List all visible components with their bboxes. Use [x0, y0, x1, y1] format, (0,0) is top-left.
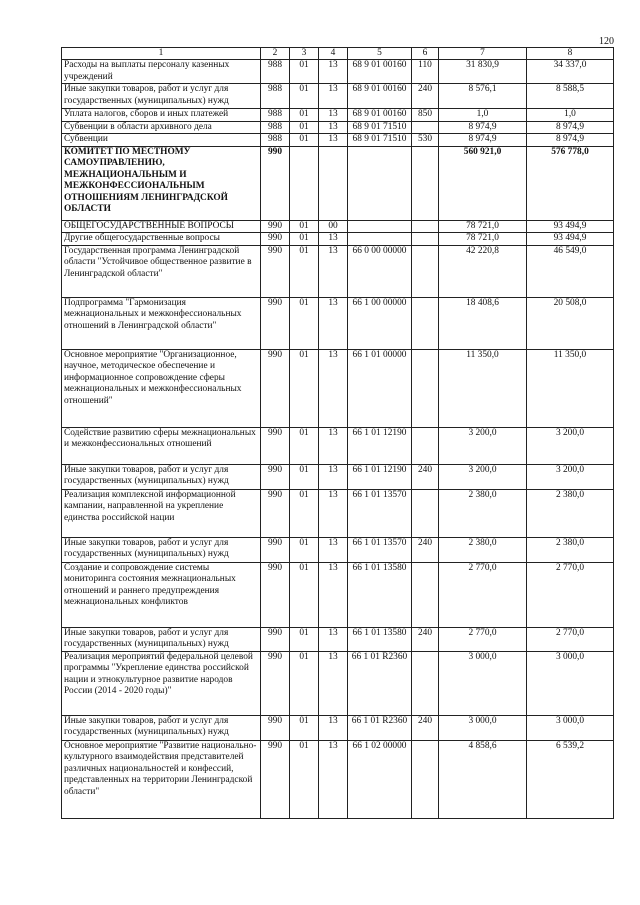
gov-code-cell: 990 [261, 297, 290, 349]
gov-code-cell: 990 [261, 245, 290, 297]
row-name-cell: Иные закупки товаров, работ и услуг для государственных (муниципальных) нужд [62, 715, 261, 740]
subsection-cell: 13 [319, 109, 348, 122]
amount-year1-cell: 3 200,0 [439, 427, 527, 464]
expense-type-cell [412, 297, 439, 349]
amount-year1-cell: 2 380,0 [439, 537, 527, 562]
amount-year1-cell: 8 974,9 [439, 121, 527, 134]
table-row [62, 245, 614, 297]
amount-year1-cell: 18 408,6 [439, 297, 527, 349]
subsection-cell: 13 [319, 245, 348, 297]
target-article-cell: 66 0 00 00000 [348, 245, 412, 297]
amount-year1-cell: 560 921,0 [439, 146, 527, 220]
target-article-cell: 66 1 01 R2360 [348, 715, 412, 740]
row-name-cell: Субвенции [62, 134, 261, 147]
target-article-cell [348, 220, 412, 233]
amount-year1-cell: 1,0 [439, 109, 527, 122]
gov-code-cell: 988 [261, 121, 290, 134]
subsection-cell: 13 [319, 84, 348, 109]
row-name-cell: Иные закупки товаров, работ и услуг для государственных (муниципальных) нужд [62, 84, 261, 109]
row-name-cell: Основное мероприятие "Развитие национально-культурного взаимодействия представителей различных национальностей и конфессий, представленных на территории Ленинградской области" [62, 740, 261, 818]
amount-year1-cell: 4 858,6 [439, 740, 527, 818]
amount-year1-cell: 3 000,0 [439, 715, 527, 740]
target-article-cell: 66 1 01 12190 [348, 427, 412, 464]
expense-type-cell [412, 651, 439, 715]
amount-year1-cell: 2 770,0 [439, 562, 527, 627]
amount-year2-cell: 1,0 [527, 109, 614, 122]
amount-year2-cell: 3 000,0 [527, 651, 614, 715]
amount-year1-cell: 2 380,0 [439, 489, 527, 537]
column-header: 1 [62, 48, 261, 60]
amount-year2-cell: 2 770,0 [527, 627, 614, 651]
row-name-cell: Иные закупки товаров, работ и услуг для государственных (муниципальных) нужд [62, 627, 261, 651]
table-row [62, 349, 614, 427]
gov-code-cell: 988 [261, 60, 290, 84]
table-row [62, 109, 614, 122]
row-name-cell: Уплата налогов, сборов и иных платежей [62, 109, 261, 122]
table-row [62, 489, 614, 537]
subsection-cell: 13 [319, 489, 348, 537]
subsection-cell: 13 [319, 651, 348, 715]
amount-year1-cell: 2 770,0 [439, 627, 527, 651]
subsection-cell: 13 [319, 427, 348, 464]
expense-type-cell [412, 245, 439, 297]
expense-type-cell [412, 562, 439, 627]
table-row [62, 627, 614, 651]
row-name-cell: Субвенции в области архивного дела [62, 121, 261, 134]
gov-code-cell: 990 [261, 233, 290, 246]
expense-type-cell: 240 [412, 84, 439, 109]
amount-year2-cell: 2 380,0 [527, 537, 614, 562]
amount-year2-cell: 20 508,0 [527, 297, 614, 349]
amount-year1-cell: 8 974,9 [439, 134, 527, 147]
subsection-cell: 13 [319, 233, 348, 246]
table-row [62, 134, 614, 147]
expense-type-cell: 240 [412, 537, 439, 562]
gov-code-cell: 988 [261, 109, 290, 122]
row-name-cell: ОБЩЕГОСУДАРСТВЕННЫЕ ВОПРОСЫ [62, 220, 261, 233]
expense-type-cell [412, 740, 439, 818]
row-name-cell: Иные закупки товаров, работ и услуг для государственных (муниципальных) нужд [62, 537, 261, 562]
amount-year2-cell: 34 337,0 [527, 60, 614, 84]
row-name-cell: Реализация комплексной информационной кампании, направленной на укрепление единства российской нации [62, 489, 261, 537]
column-header: 3 [290, 48, 319, 60]
table-row [62, 464, 614, 489]
section-cell: 01 [290, 84, 319, 109]
section-cell: 01 [290, 740, 319, 818]
gov-code-cell: 990 [261, 740, 290, 818]
gov-code-cell: 990 [261, 349, 290, 427]
table-row [62, 427, 614, 464]
gov-code-cell: 988 [261, 84, 290, 109]
gov-code-cell: 990 [261, 220, 290, 233]
column-header: 7 [439, 48, 527, 60]
gov-code-cell: 990 [261, 427, 290, 464]
amount-year1-cell: 42 220,8 [439, 245, 527, 297]
amount-year2-cell: 576 778,0 [527, 146, 614, 220]
section-cell: 01 [290, 715, 319, 740]
expense-type-cell: 240 [412, 464, 439, 489]
table-row [62, 84, 614, 109]
row-name-cell: Создание и сопровождение системы мониторинга состояния межнациональных отношений и раннего предупреждения межнациональных конфликтов [62, 562, 261, 627]
gov-code-cell: 990 [261, 651, 290, 715]
amount-year1-cell: 8 576,1 [439, 84, 527, 109]
section-cell [290, 146, 319, 220]
subsection-cell: 13 [319, 134, 348, 147]
column-header: 5 [348, 48, 412, 60]
row-name-cell: Основное мероприятие "Организационное, научное, методическое обеспечение и информационное сопровождение сферы межнациональных и межконфессиональных отношений" [62, 349, 261, 427]
section-cell: 01 [290, 537, 319, 562]
target-article-cell: 68 9 01 00160 [348, 60, 412, 84]
gov-code-cell: 990 [261, 146, 290, 220]
expense-type-cell: 240 [412, 627, 439, 651]
expense-type-cell [412, 233, 439, 246]
target-article-cell: 66 1 01 12190 [348, 464, 412, 489]
section-cell: 01 [290, 627, 319, 651]
gov-code-cell: 990 [261, 715, 290, 740]
amount-year2-cell: 8 588,5 [527, 84, 614, 109]
target-article-cell: 66 1 01 13570 [348, 537, 412, 562]
subsection-cell: 13 [319, 464, 348, 489]
subsection-cell: 13 [319, 715, 348, 740]
subsection-cell: 13 [319, 349, 348, 427]
gov-code-cell: 988 [261, 134, 290, 147]
table-row [62, 537, 614, 562]
subsection-cell [319, 146, 348, 220]
expense-type-cell [412, 146, 439, 220]
amount-year1-cell: 31 830,9 [439, 60, 527, 84]
amount-year2-cell: 93 494,9 [527, 233, 614, 246]
amount-year1-cell: 78 721,0 [439, 233, 527, 246]
section-cell: 01 [290, 109, 319, 122]
table-row [62, 220, 614, 233]
target-article-cell: 66 1 00 00000 [348, 297, 412, 349]
target-article-cell: 68 9 01 71510 [348, 121, 412, 134]
table-row [62, 60, 614, 84]
target-article-cell: 66 1 02 00000 [348, 740, 412, 818]
target-article-cell: 66 1 01 13580 [348, 627, 412, 651]
section-cell: 01 [290, 464, 319, 489]
section-cell: 01 [290, 562, 319, 627]
page-number: 120 [599, 36, 614, 47]
amount-year1-cell: 78 721,0 [439, 220, 527, 233]
section-cell: 01 [290, 121, 319, 134]
amount-year1-cell: 3 200,0 [439, 464, 527, 489]
column-header: 6 [412, 48, 439, 60]
row-name-cell: КОМИТЕТ ПО МЕСТНОМУ САМОУПРАВЛЕНИЮ, МЕЖНАЦИОНАЛЬНЫМ И МЕЖКОНФЕССИОНАЛЬНЫМ ОТНОШЕНИЯМ ЛЕНИНГРАДСКОЙ ОБЛАСТИ [62, 146, 261, 220]
target-article-cell: 66 1 01 00000 [348, 349, 412, 427]
amount-year2-cell: 2 770,0 [527, 562, 614, 627]
column-header: 8 [527, 48, 614, 60]
section-cell: 01 [290, 297, 319, 349]
subsection-cell: 13 [319, 60, 348, 84]
amount-year2-cell: 2 380,0 [527, 489, 614, 537]
table-body [62, 60, 614, 819]
column-header: 2 [261, 48, 290, 60]
table-row [62, 562, 614, 627]
expense-type-cell: 240 [412, 715, 439, 740]
subsection-cell: 13 [319, 121, 348, 134]
target-article-cell: 66 1 01 R2360 [348, 651, 412, 715]
header-row [62, 48, 614, 60]
expense-type-cell: 530 [412, 134, 439, 147]
table-row [62, 146, 614, 220]
target-article-cell: 66 1 01 13580 [348, 562, 412, 627]
section-cell: 01 [290, 60, 319, 84]
amount-year2-cell: 8 974,9 [527, 134, 614, 147]
expense-type-cell: 110 [412, 60, 439, 84]
column-header: 4 [319, 48, 348, 60]
expense-type-cell [412, 349, 439, 427]
subsection-cell: 00 [319, 220, 348, 233]
expense-type-cell [412, 489, 439, 537]
table-row [62, 121, 614, 134]
expense-type-cell: 850 [412, 109, 439, 122]
gov-code-cell: 990 [261, 537, 290, 562]
amount-year2-cell: 46 549,0 [527, 245, 614, 297]
row-name-cell: Другие общегосударственные вопросы [62, 233, 261, 246]
section-cell: 01 [290, 489, 319, 537]
subsection-cell: 13 [319, 740, 348, 818]
subsection-cell: 13 [319, 627, 348, 651]
budget-table [61, 47, 614, 819]
row-name-cell: Реализация мероприятий федеральной целевой программы "Укрепление единства российской нации и этнокультурное развитие народов России (2014 - 2020 годы)" [62, 651, 261, 715]
subsection-cell: 13 [319, 562, 348, 627]
target-article-cell [348, 146, 412, 220]
table-row [62, 740, 614, 818]
subsection-cell: 13 [319, 537, 348, 562]
table-row [62, 715, 614, 740]
gov-code-cell: 990 [261, 489, 290, 537]
target-article-cell: 66 1 01 13570 [348, 489, 412, 537]
gov-code-cell: 990 [261, 627, 290, 651]
section-cell: 01 [290, 427, 319, 464]
row-name-cell: Содействие развитию сферы межнациональных и межконфессиональных отношений [62, 427, 261, 464]
amount-year2-cell: 93 494,9 [527, 220, 614, 233]
section-cell: 01 [290, 245, 319, 297]
section-cell: 01 [290, 651, 319, 715]
row-name-cell: Расходы на выплаты персоналу казенных учреждений [62, 60, 261, 84]
row-name-cell: Иные закупки товаров, работ и услуг для государственных (муниципальных) нужд [62, 464, 261, 489]
table-row [62, 651, 614, 715]
section-cell: 01 [290, 233, 319, 246]
amount-year1-cell: 3 000,0 [439, 651, 527, 715]
section-cell: 01 [290, 349, 319, 427]
target-article-cell: 68 9 01 00160 [348, 109, 412, 122]
target-article-cell: 68 9 01 00160 [348, 84, 412, 109]
row-name-cell: Подпрограмма "Гармонизация межнациональных и межконфессиональных отношений в Ленинградской области" [62, 297, 261, 349]
expense-type-cell [412, 427, 439, 464]
amount-year2-cell: 6 539,2 [527, 740, 614, 818]
table-row [62, 233, 614, 246]
section-cell: 01 [290, 220, 319, 233]
expense-type-cell [412, 220, 439, 233]
amount-year2-cell: 8 974,9 [527, 121, 614, 134]
amount-year2-cell: 3 000,0 [527, 715, 614, 740]
amount-year2-cell: 3 200,0 [527, 427, 614, 464]
table-row [62, 297, 614, 349]
subsection-cell: 13 [319, 297, 348, 349]
target-article-cell: 68 9 01 71510 [348, 134, 412, 147]
amount-year2-cell: 11 350,0 [527, 349, 614, 427]
section-cell: 01 [290, 134, 319, 147]
gov-code-cell: 990 [261, 562, 290, 627]
amount-year1-cell: 11 350,0 [439, 349, 527, 427]
row-name-cell: Государственная программа Ленинградской области "Устойчивое общественное развитие в Ленинградской области" [62, 245, 261, 297]
gov-code-cell: 990 [261, 464, 290, 489]
expense-type-cell [412, 121, 439, 134]
target-article-cell [348, 233, 412, 246]
amount-year2-cell: 3 200,0 [527, 464, 614, 489]
